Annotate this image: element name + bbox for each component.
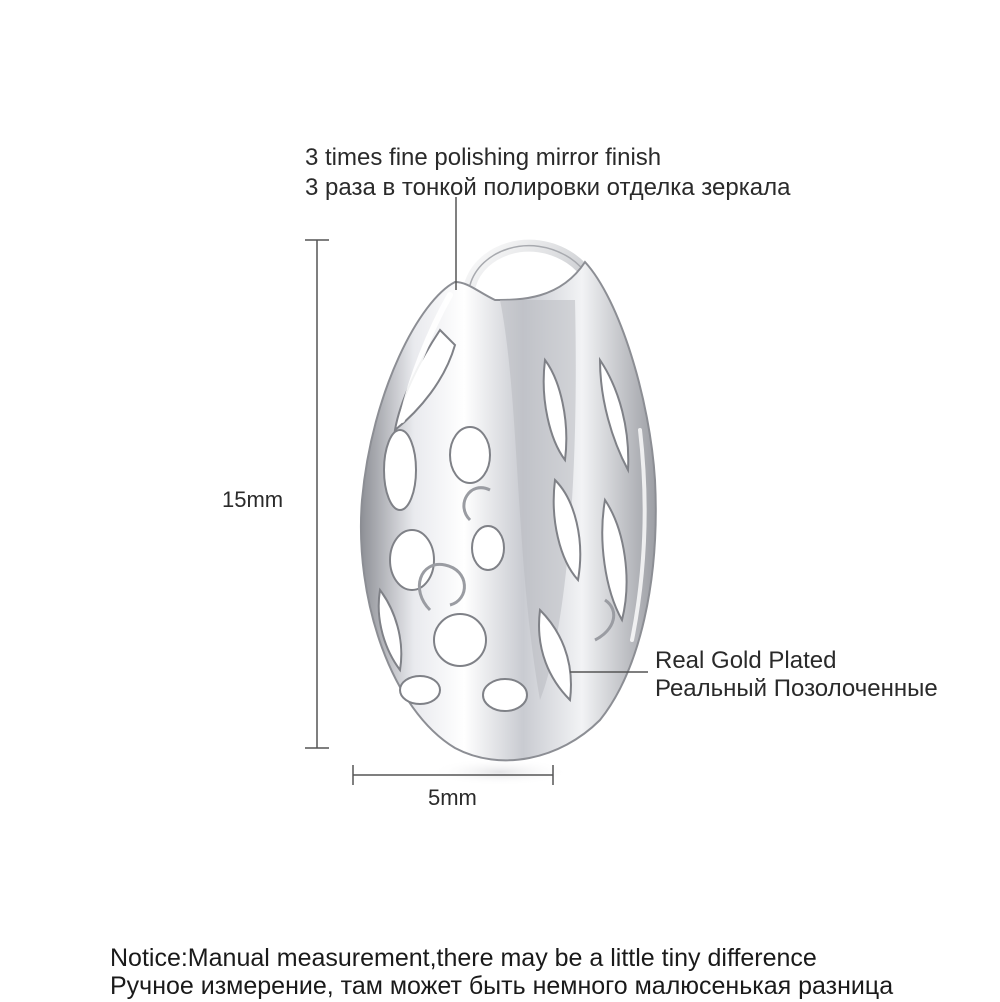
finish-callout-ru: 3 раза в тонкой полировки отделка зеркала (305, 174, 791, 201)
finish-callout (305, 146, 790, 206)
plating-callout-ru: Реальный Позолоченные (655, 675, 938, 702)
measurement-notice (110, 946, 893, 1002)
plating-callout (655, 649, 938, 705)
measurement-notice-en: Notice:Manual measurement,there may be a little tiny difference (110, 944, 817, 972)
plating-callout-en: Real Gold Plated (655, 647, 837, 674)
height-dimension-label: 15mm (222, 487, 284, 512)
width-dimension-label: 5mm (428, 785, 477, 810)
measurement-notice-ru: Ручное измерение, там может быть немного малюсенькая разница (110, 972, 894, 1000)
finish-callout-en: 3 times fine polishing mirror finish (305, 144, 662, 171)
